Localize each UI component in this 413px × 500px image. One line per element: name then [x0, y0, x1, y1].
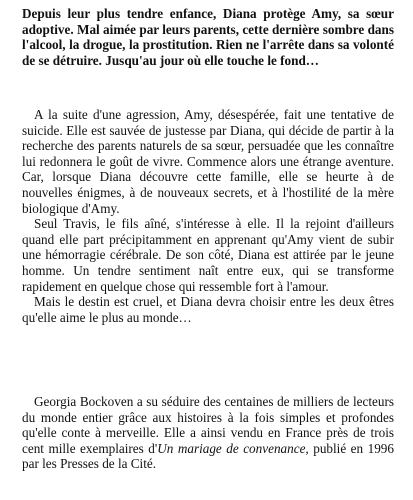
- author-note-text: Georgia Bockoven a su séduire des centaines de milliers de lecteurs du monde entier grâce aux histoires à la fois simples et profondes qu'elle conte à merveille. Elle a ainsi vendu en France près de trois cent mille exemplaires d': [22, 394, 394, 456]
- synopsis-paragraph-2: Seul Travis, le fils aîné, s'intéresse à elle. Il la rejoint d'ailleurs quand elle part précipitamment en apprenant qu'Amy vient de subir une hémorragie cérébrale. De son côté, Diana est attirée par le jeune homme. Un tendre sentiment naît entre eux, qui se transforme rapidement en quelque chose qui ressemble fort à l'amour.: [22, 216, 394, 294]
- book-title: Un mariage de convenance,: [157, 440, 309, 456]
- synopsis-paragraph-1: A la suite d'une agression, Amy, désespérée, fait une tentative de suicide. Elle est sauvée de justesse par Diana, qui décide de partir à la recherche des parents naturels de sa sœur, persuadée que les connaître lui redonnera le goût de vivre. Commence alors une étrange aventure. Car, lorsque Diana découvre cette famille, elle se heurte à de nouvelles énigmes, à de nouveaux secrets, et à l'hostilité de la mère biologique d'Amy.: [22, 107, 394, 216]
- intro-paragraph: Depuis leur plus tendre enfance, Diana protège Amy, sa sœur adoptive. Mal aimée par leurs parents, cette dernière sombre dans l'alcool, la drogue, la prostitution. Rien ne l'arrête dans sa volonté de se détruire. Jusqu'au jour où elle touche le fond…: [22, 6, 394, 68]
- author-note-text-end: publié en 1996 par les Presses de la Cité.: [22, 440, 394, 472]
- synopsis-paragraph-3: Mais le destin est cruel, et Diana devra choisir entre les deux êtres qu'elle aime le plus au monde…: [22, 294, 394, 325]
- author-note: [22, 394, 394, 472]
- author-note-paragraph: [22, 394, 394, 472]
- synopsis: [22, 107, 394, 325]
